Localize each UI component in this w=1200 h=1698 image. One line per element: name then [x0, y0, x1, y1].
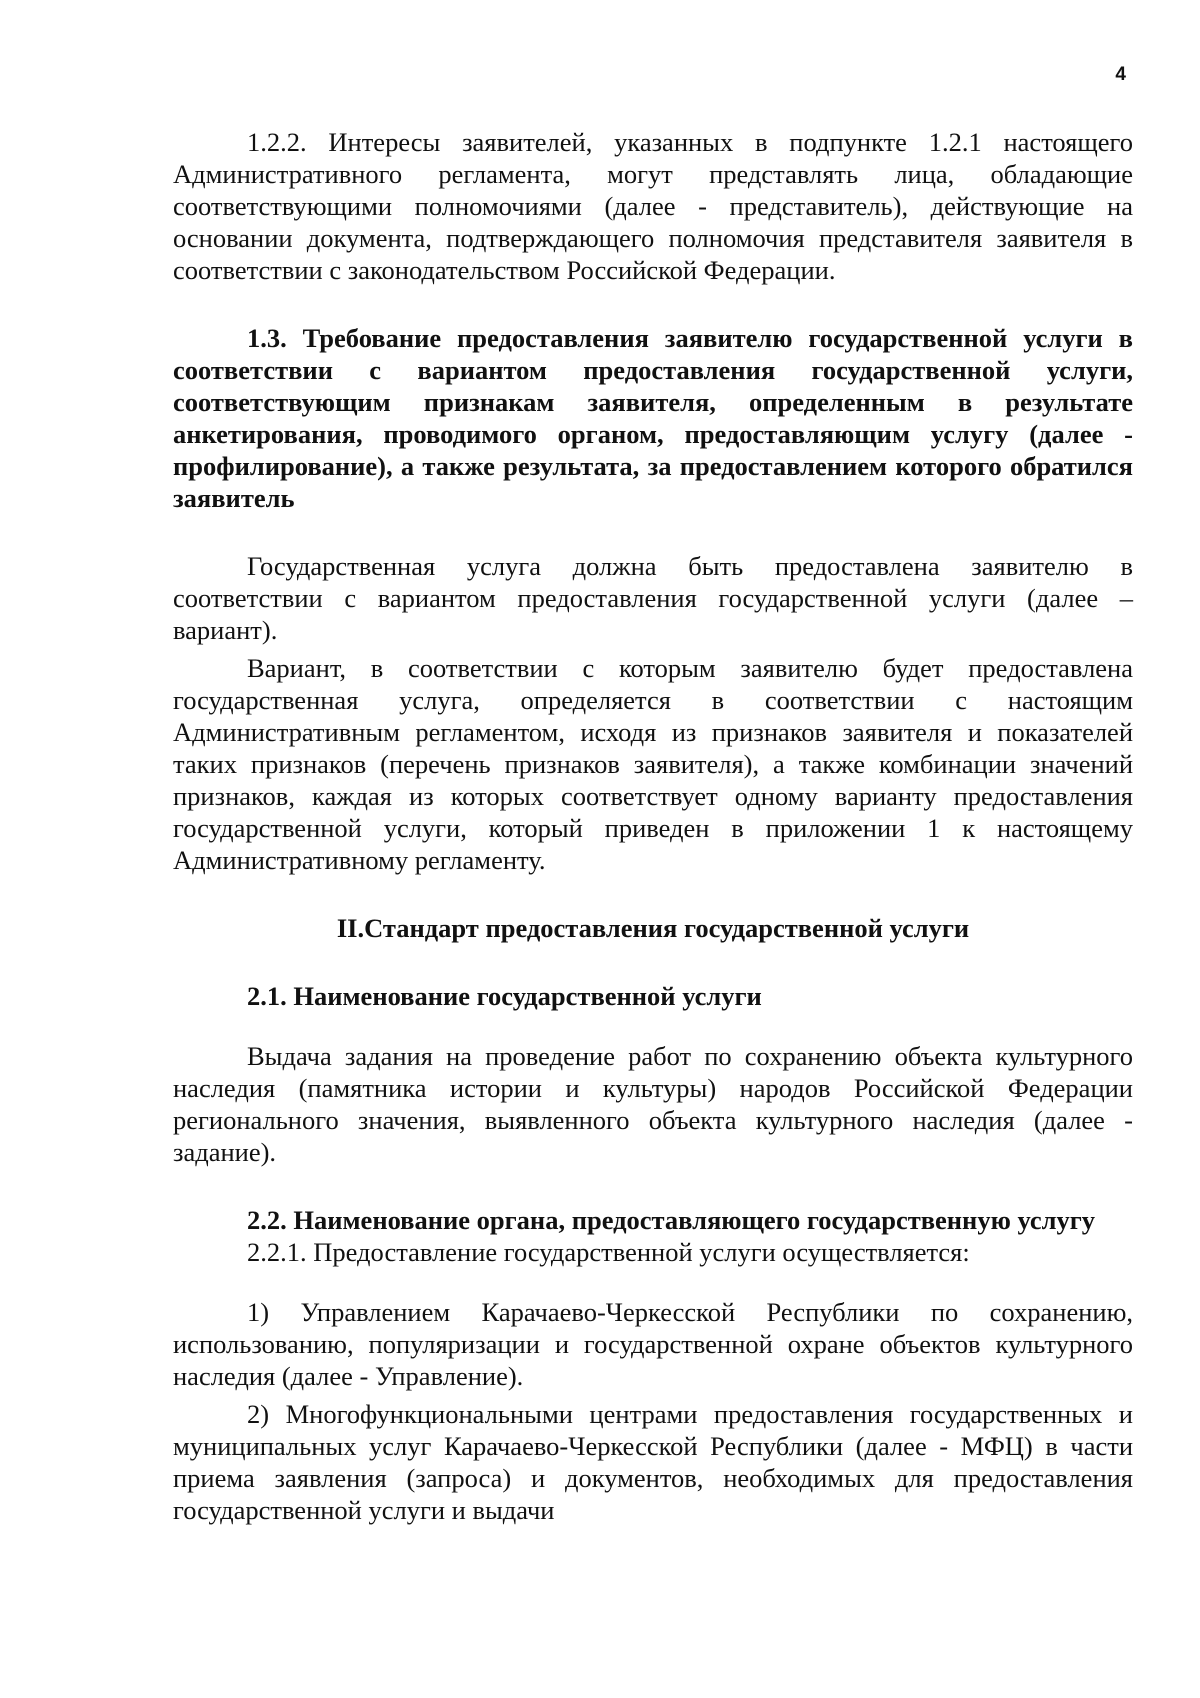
- heading-2-2: 2.2. Наименование органа, предоставляющего государственную услугу: [247, 1205, 1096, 1235]
- paragraph-variant-intro: Государственная услуга должна быть предоставлена заявителю в соответствии с вариантом предоставления государственной услуги (далее – вариант).: [173, 551, 1133, 645]
- list-item-1: 1) Управлением Карачаево-Черкесской Республики по сохранению, использованию, популяризации и государственной охране объектов культурного наследия (далее - Управление).: [173, 1297, 1133, 1391]
- heading-1-3: 1.3. Требование предоставления заявителю государственной услуги в соответствии с вариантом предоставления государственной услуги, соответствующим признакам заявителя, определенным в результате анкетирования, проводимого органом, предоставляющим услугу (далее - профилирование), а также результата, за предоставлением которого обратился заявитель: [173, 323, 1133, 513]
- heading-2-1: 2.1. Наименование государственной услуги: [247, 981, 762, 1011]
- paragraph-2-2-1: 2.2.1. Предоставление государственной услуги осуществляется:: [247, 1237, 970, 1267]
- page-number: 4: [1115, 64, 1126, 85]
- list-item-2: 2) Многофункциональными центрами предоставления государственных и муниципальных услуг Карачаево-Черкесской Республики (далее - МФЦ) в части приема заявления (запроса) и документов, необходимых для предоставления государственной услуги и выдачи: [173, 1399, 1133, 1525]
- paragraph-service-name: Выдача задания на проведение работ по сохранению объекта культурного наследия (памятника истории и культуры) народов Российской Федерации регионального значения, выявленного объекта культурного наследия (далее - задание).: [173, 1041, 1133, 1167]
- document-body: [173, 126, 1133, 1526]
- section-2-title: II.Стандарт предоставления государственной услуги: [336, 913, 970, 943]
- paragraph-1-2-2: 1.2.2. Интересы заявителей, указанных в подпункте 1.2.1 настоящего Административного регламента, могут представлять лица, обладающие соответствующими полномочиями (далее - представитель), действующие на основании документа, подтверждающего полномочия представителя заявителя в соответствии с законодательством Российской Федерации.: [173, 127, 1133, 285]
- paragraph-variant-definition: Вариант, в соответствии с которым заявителю будет предоставлена государственная услуга, определяется в соответствии с настоящим Административным регламентом, исходя из признаков заявителя и показателей таких признаков (перечень признаков заявителя), а также комбинации значений признаков, каждая из которых соответствует одному варианту предоставления государственной услуги, который приведен в приложении 1 к настоящему Административному регламенту.: [173, 653, 1133, 875]
